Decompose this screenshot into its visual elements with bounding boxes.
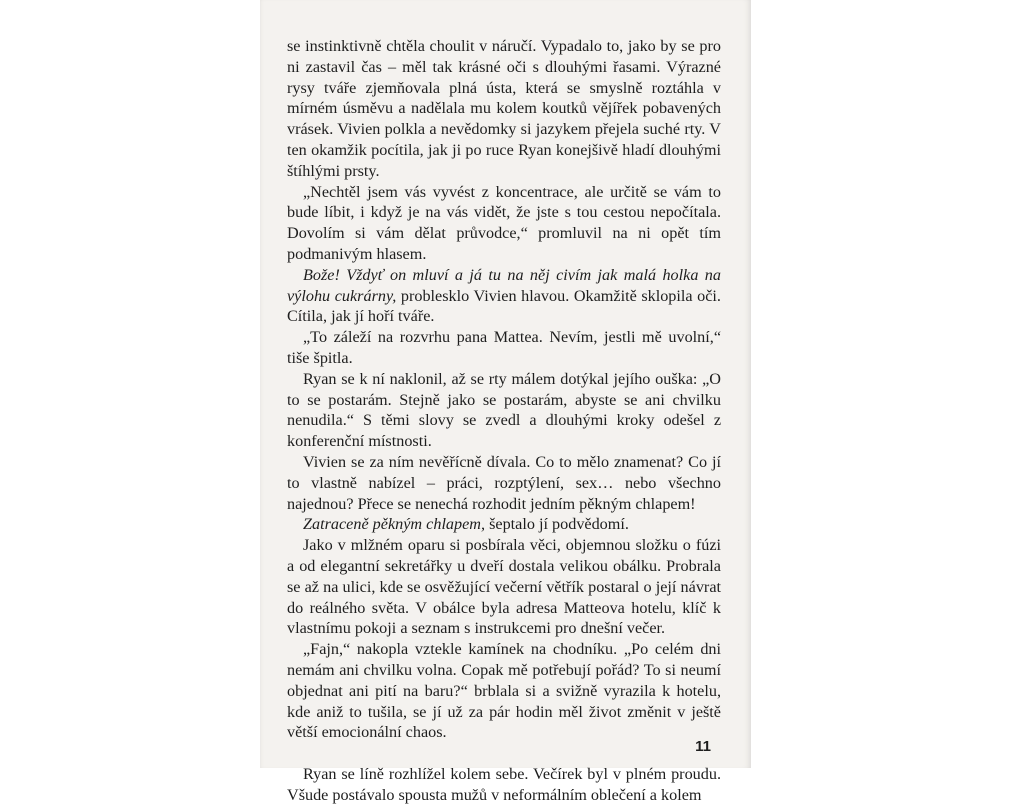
paragraph: Ryan se líně rozhlížel kolem sebe. Večírek byl v plném proudu. Všude postávalo spousta mužů v neformálním oblečení a kolem [287,764,721,804]
book-page [260,0,751,804]
italic-thought: Zatraceně pěkným chlapem, [303,515,486,534]
paragraph [287,265,721,327]
page-text [287,36,721,805]
paragraph: se instinktivně chtěla choulit v náručí. Vypadalo to, jako by se pro ni zastavil čas – měl tak krásné oči s dlouhými řasami. Výrazné rysy tváře zjemňovala plná ústa, která se smyslně roztáhla v mírném úsměvu a nadělala mu kolem koutků vějířek pobavených vrásek. Vivien polkla a nevědomky si jazykem přejela suché rty. V ten okamžik pocítila, jak ji po ruce Ryan konejšivě hladí dlouhými štíhlými prsty. [287,37,721,180]
paragraph: „Fajn,“ nakopla vztekle kamínek na chodníku. „Po celém dni nemám ani chvilku volna. Copak mě potřebují pořád? To si neumí objednat ani pití na baru?“ brblala si a svižně vyrazila k hotelu, kde aniž to tušila, se jí už za pár hodin měl život změnit v ještě větší emocionální chaos. [287,640,721,742]
paragraph-text: problesklo Vivien hlavou. Okamžitě sklopila oči. Cítila, jak jí hoří tváře. [287,286,721,326]
paragraph: „Nechtěl jsem vás vyvést z koncentrace, ale určitě se vám to bude líbit, i když je na vás vidět, že jste s tou cestou nepočítala. Dovolím si vám dělat průvodce,“ promluvil na ni opět tím podmanivým hlasem. [287,182,721,263]
paragraph-text: šeptalo jí podvědomí. [485,515,629,534]
paragraph [287,514,721,535]
paragraph: „To záleží na rozvrhu pana Mattea. Nevím, jestli mě uvolní,“ tiše špitla. [287,328,721,367]
page-number: 11 [695,738,711,755]
paragraph: Ryan se k ní naklonil, až se rty málem dotýkal jejího ouška: „O to se postarám. Stejně jako se postarám, abyste se ani chvilku nenudila.“ S těmi slovy se zvedl a dlouhými kroky odešel z konferenční místnosti. [287,369,721,451]
paragraph: Jako v mlžném oparu si posbírala věci, objemnou složku o fúzi a od elegantní sekretářky u dveří dostala velikou obálku. Probrala se až na ulici, kde se osvěžující večerní větřík postaral o její návrat do reálného světa. V obálce byla adresa Matteova hotelu, klíč k vlastnímu pokoji a seznam s instrukcemi pro dnešní večer. [287,536,721,638]
paragraph: Vivien se za ním nevěřícně dívala. Co to mělo znamenat? Co jí to vlastně nabízel – práci, rozptýlení, sex… nebo všechno najednou? Přece se nenechá rozhodit jedním pěkným chlapem! [287,452,721,513]
italic-thought: Bože! Vždyť on mluví a já tu na něj civím jak malá holka na výlohu cukrárny, [287,265,721,305]
